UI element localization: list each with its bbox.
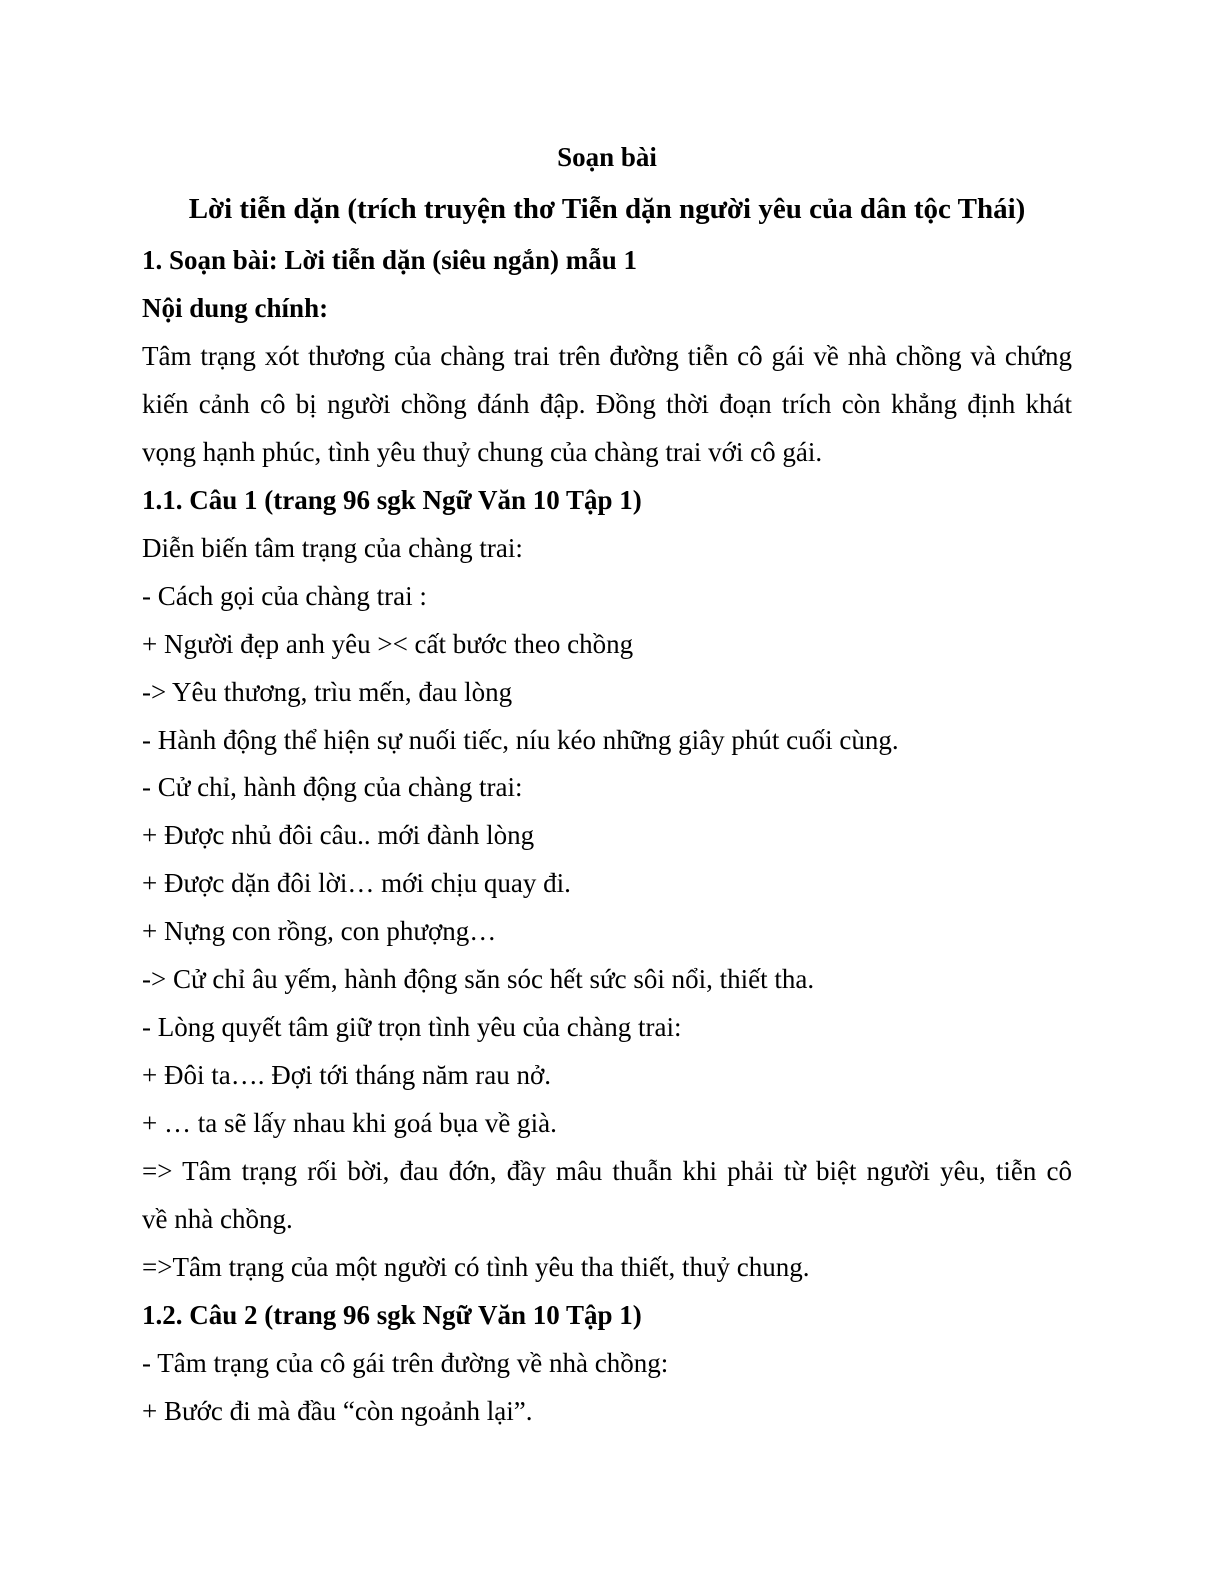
main-content-label: Nội dung chính: — [142, 293, 329, 323]
answer-line: + Được nhủ đôi câu.. mới đành lòng — [142, 820, 535, 850]
answer-line: =>Tâm trạng của một người có tình yêu tha thiết, thuỷ chung. — [142, 1252, 810, 1282]
answer-line: + … ta sẽ lấy nhau khi goá bụa về già. — [142, 1108, 557, 1138]
answer-line: + Được dặn đôi lời… mới chịu quay đi. — [142, 868, 571, 898]
answer-line: -> Cử chỉ âu yếm, hành động săn sóc hết sức sôi nổi, thiết tha. — [142, 964, 815, 994]
main-content-line: vọng hạnh phúc, tình yêu thuỷ chung của chàng trai với cô gái. — [142, 437, 823, 467]
document-title: Soạn bài — [557, 142, 657, 172]
answer-line: + Nựng con rồng, con phượng… — [142, 916, 497, 946]
answer-line: -> Yêu thương, trìu mến, đau lòng — [142, 677, 513, 707]
answer-line: về nhà chồng. — [142, 1204, 293, 1234]
answer-line: - Lòng quyết tâm giữ trọn tình yêu của chàng trai: — [142, 1012, 682, 1042]
answer-line: Diễn biến tâm trạng của chàng trai: — [142, 533, 523, 563]
answer-line: - Cử chỉ, hành động của chàng trai: — [142, 772, 523, 802]
document-subtitle: Lời tiễn dặn (trích truyện thơ Tiễn dặn người yêu của dân tộc Thái) — [188, 193, 1026, 225]
answer-line: + Đôi ta…. Đợi tới tháng năm rau nở. — [142, 1060, 551, 1090]
answer-line: - Tâm trạng của cô gái trên đường về nhà chồng: — [142, 1348, 669, 1378]
answer-line: + Người đẹp anh yêu >< cất bước theo chồng — [142, 629, 634, 659]
main-content-line: kiến cảnh cô bị người chồng đánh đập. Đồng thời đoạn trích còn khẳng định khát — [142, 389, 1072, 419]
answer-line: => Tâm trạng rối bời, đau đớn, đầy mâu thuẫn khi phải từ biệt người yêu, tiễn cô — [142, 1156, 1072, 1186]
question-2-heading: 1.2. Câu 2 (trang 96 sgk Ngữ Văn 10 Tập 1) — [142, 1300, 642, 1330]
answer-line: - Cách gọi của chàng trai : — [142, 581, 427, 611]
main-content-line: Tâm trạng xót thương của chàng trai trên đường tiễn cô gái về nhà chồng và chứng — [142, 341, 1072, 371]
answer-line: - Hành động thể hiện sự nuối tiếc, níu kéo những giây phút cuối cùng. — [142, 725, 899, 755]
section-1-heading: 1. Soạn bài: Lời tiễn dặn (siêu ngắn) mẫu 1 — [142, 245, 638, 275]
question-1-heading: 1.1. Câu 1 (trang 96 sgk Ngữ Văn 10 Tập 1) — [142, 485, 642, 515]
answer-line: + Bước đi mà đầu “còn ngoảnh lại”. — [142, 1396, 533, 1426]
